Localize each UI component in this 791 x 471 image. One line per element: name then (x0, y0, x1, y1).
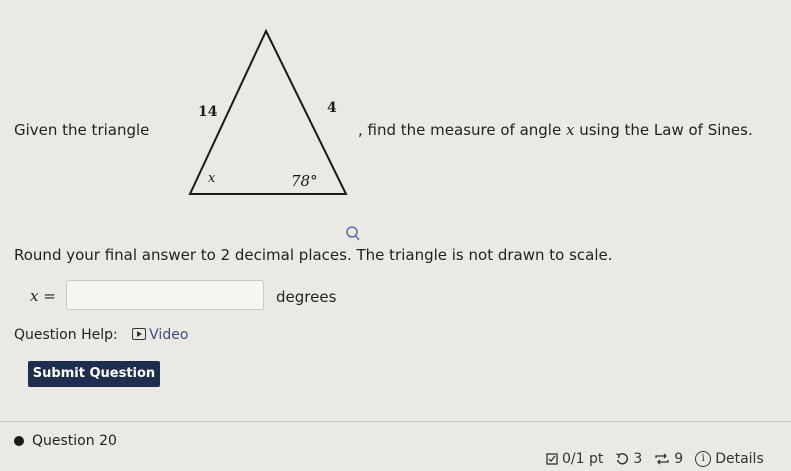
score-text: 0/1 pt (562, 451, 604, 467)
question-number[interactable]: Question 20 (32, 433, 117, 449)
question-suffix2-text: using the Law of Sines. (579, 121, 753, 139)
answer-label: x = (30, 287, 56, 305)
retries-item (615, 451, 642, 467)
answer-unit: degrees (276, 288, 337, 306)
repeat-icon (654, 452, 670, 466)
details-link[interactable] (695, 451, 764, 467)
video-link-label: Video (149, 327, 189, 343)
footer-status (546, 451, 764, 467)
attempts-item (654, 451, 683, 467)
question-help (14, 327, 188, 343)
info-icon: i (695, 451, 711, 467)
question-prefix: Given the triangle (14, 121, 150, 139)
instruction-text: Round your final answer to 2 decimal places. The triangle is not drawn to scale. (14, 246, 613, 264)
score-item (546, 451, 603, 467)
zoom-icon[interactable] (345, 225, 361, 243)
video-icon (132, 328, 146, 340)
question-suffix-text: , find the measure of angle (358, 121, 562, 139)
checkbox-icon (546, 453, 558, 465)
retries-count: 3 (633, 451, 643, 467)
question-variable: x (565, 121, 575, 139)
angle-78-label: 78° (291, 172, 318, 190)
angle-x-label: x (208, 171, 216, 186)
question-status-dot (14, 436, 24, 446)
answer-input[interactable] (66, 280, 264, 310)
undo-icon (615, 452, 629, 466)
submit-question-button[interactable]: Submit Question (28, 361, 160, 387)
divider (0, 421, 791, 422)
attempts-count: 9 (674, 451, 684, 467)
question-help-label: Question Help: (14, 327, 118, 343)
side-left-label: 14 (198, 104, 218, 120)
triangle-diagram (180, 24, 355, 199)
side-right-label: 4 (327, 100, 337, 116)
details-label: Details (715, 451, 764, 467)
video-link[interactable] (132, 327, 188, 343)
question-suffix (358, 121, 753, 139)
